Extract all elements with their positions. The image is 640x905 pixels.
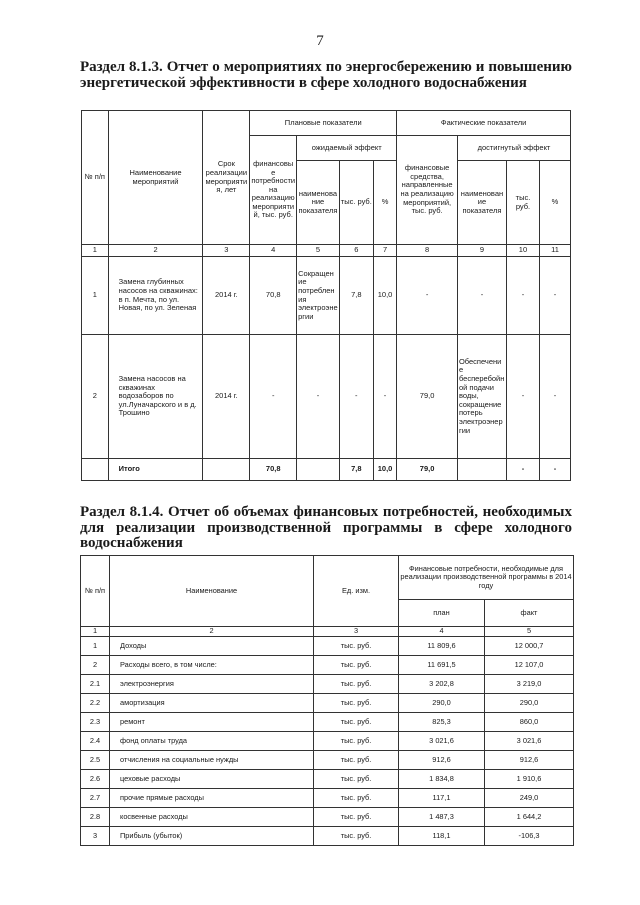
section-8-1-4-title: Раздел 8.1.4. Отчет об объемах финансовых потребностей, необходимых для реализации производственной программы в сфере холодного водоснабжения	[80, 504, 572, 551]
row-num: 3	[81, 827, 110, 846]
row-fact: 860,0	[485, 713, 574, 732]
row-plan: 290,0	[399, 694, 485, 713]
table-row	[81, 789, 574, 808]
table-row	[81, 637, 574, 656]
table-row	[82, 257, 571, 335]
header-expected: ожидаемый эффект	[297, 136, 397, 161]
col-number: 6	[339, 245, 373, 257]
total-ach-name	[457, 459, 506, 481]
row-plan: 1 834,8	[399, 770, 485, 789]
header-exp-pct: %	[373, 161, 396, 245]
header-term: Срок реализации мероприятия, лет	[203, 111, 250, 245]
col-number: 4	[399, 627, 485, 637]
header-exp-name: наименование показателя	[297, 161, 340, 245]
col-number: 3	[203, 245, 250, 257]
table-row	[81, 808, 574, 827]
row-unit: тыс. руб.	[314, 713, 399, 732]
col-number: 8	[397, 245, 458, 257]
row-name: электроэнергия	[110, 675, 314, 694]
row-plan: 11 691,5	[399, 656, 485, 675]
row-unit: тыс. руб.	[314, 808, 399, 827]
total-term	[203, 459, 250, 481]
row-num: 2.2	[81, 694, 110, 713]
row-fact: 3 219,0	[485, 675, 574, 694]
row-unit: тыс. руб.	[314, 770, 399, 789]
header-planned: Плановые показатели	[250, 111, 397, 136]
header-achieved: достигнутый эффект	[457, 136, 570, 161]
header-plan: план	[399, 600, 485, 627]
table-row	[81, 751, 574, 770]
total-plan-fin: 70,8	[250, 459, 297, 481]
header-ach-pct: %	[539, 161, 570, 245]
table-row	[81, 656, 574, 675]
row-plan: 11 809,6	[399, 637, 485, 656]
row-num: 2.7	[81, 789, 110, 808]
row-name: Расходы всего, в том числе:	[110, 656, 314, 675]
header-ach-name: наименование показателя	[457, 161, 506, 245]
row-fact: 12 107,0	[485, 656, 574, 675]
row-fact: 1 644,2	[485, 808, 574, 827]
page-number: 7	[316, 33, 324, 49]
row-plan: 117,1	[399, 789, 485, 808]
row-plan: 825,3	[399, 713, 485, 732]
row-num: 2.6	[81, 770, 110, 789]
header-exp-rub: тыс. руб.	[339, 161, 373, 245]
row-plan: 912,6	[399, 751, 485, 770]
row-num: 2.4	[81, 732, 110, 751]
row-num: 1	[81, 637, 110, 656]
header-name: Наименование мероприятий	[108, 111, 203, 245]
row-name: прочие прямые расходы	[110, 789, 314, 808]
col-number: 2	[110, 627, 314, 637]
col-number: 4	[250, 245, 297, 257]
col-number: 11	[539, 245, 570, 257]
row-name: ремонт	[110, 713, 314, 732]
col-number: 3	[314, 627, 399, 637]
row-num: 2	[82, 335, 109, 459]
row-exp-rub: -	[339, 335, 373, 459]
header-unit: Ед. изм.	[314, 556, 399, 627]
header-ach-rub: тыс. руб.	[506, 161, 539, 245]
row-num: 2	[81, 656, 110, 675]
header-num: № п/п	[81, 556, 110, 627]
row-unit: тыс. руб.	[314, 637, 399, 656]
row-exp-pct: -	[373, 335, 396, 459]
total-label: Итого	[108, 459, 203, 481]
table-row	[81, 694, 574, 713]
section-8-1-3-title: Раздел 8.1.3. Отчет о мероприятиях по энергосбережению и повышению энергетической эффективности в сфере холодного водоснабжения	[80, 59, 572, 91]
row-exp-rub: 7,8	[339, 257, 373, 335]
row-fact: 3 021,6	[485, 732, 574, 751]
row-unit: тыс. руб.	[314, 675, 399, 694]
table-row	[82, 335, 571, 459]
row-exp-pct: 10,0	[373, 257, 396, 335]
total-ach-rub: -	[506, 459, 539, 481]
table-row	[81, 732, 574, 751]
row-fact: 912,6	[485, 751, 574, 770]
row-ach-rub: -	[506, 335, 539, 459]
row-name: фонд оплаты труда	[110, 732, 314, 751]
row-name: отчисления на социальные нужды	[110, 751, 314, 770]
energy-saving-table	[81, 110, 571, 481]
table-row	[81, 770, 574, 789]
total-exp-name	[297, 459, 340, 481]
row-ach-name: -	[457, 257, 506, 335]
col-number: 1	[82, 245, 109, 257]
row-num: 2.8	[81, 808, 110, 827]
row-ach-name: Обеспечение бесперебойной подачи воды, сокращение потерь электроэнергии	[457, 335, 506, 459]
row-name: Замена глубинных насосов на скважинах: в п. Мечта, по ул. Новая, по ул. Зеленая	[108, 257, 203, 335]
row-fact: 12 000,7	[485, 637, 574, 656]
row-exp-name: Сокращение потребления электроэнергии	[297, 257, 340, 335]
header-act-fin: финансовые средства, направленные на реализацию мероприятий, тыс. руб.	[397, 136, 458, 245]
financial-needs-table	[80, 555, 574, 846]
row-ach-pct: -	[539, 257, 570, 335]
row-name: амортизация	[110, 694, 314, 713]
row-num: 1	[82, 257, 109, 335]
total-act-fin: 79,0	[397, 459, 458, 481]
row-unit: тыс. руб.	[314, 751, 399, 770]
header-fin: Финансовые потребности, необходимые для реализации производственной программы в 2014 году	[399, 556, 574, 600]
header-name: Наименование	[110, 556, 314, 627]
table-row	[81, 713, 574, 732]
row-unit: тыс. руб.	[314, 789, 399, 808]
header-plan-fin: финансовые потребности на реализацию мероприятий, тыс. руб.	[250, 136, 297, 245]
row-fact: 249,0	[485, 789, 574, 808]
row-fact: 290,0	[485, 694, 574, 713]
col-number: 10	[506, 245, 539, 257]
total-row	[82, 459, 571, 481]
col-number: 5	[297, 245, 340, 257]
row-name: косвенные расходы	[110, 808, 314, 827]
row-ach-rub: -	[506, 257, 539, 335]
row-fact: 1 910,6	[485, 770, 574, 789]
col-number: 5	[485, 627, 574, 637]
table-row	[81, 675, 574, 694]
row-name: цеховые расходы	[110, 770, 314, 789]
row-name: Замена насосов на скважинах водозаборов по ул.Луначарского и в д. Трошино	[108, 335, 203, 459]
row-plan: 3 021,6	[399, 732, 485, 751]
col-number: 7	[373, 245, 396, 257]
table-row	[81, 827, 574, 846]
header-num: № п/п	[82, 111, 109, 245]
row-plan-fin: 70,8	[250, 257, 297, 335]
col-number: 2	[108, 245, 203, 257]
row-plan: 118,1	[399, 827, 485, 846]
row-unit: тыс. руб.	[314, 827, 399, 846]
row-unit: тыс. руб.	[314, 732, 399, 751]
row-term: 2014 г.	[203, 257, 250, 335]
row-num: 2.3	[81, 713, 110, 732]
row-plan: 3 202,8	[399, 675, 485, 694]
col-number: 9	[457, 245, 506, 257]
row-num: 2.1	[81, 675, 110, 694]
row-term: 2014 г.	[203, 335, 250, 459]
row-act-fin: 79,0	[397, 335, 458, 459]
row-plan-fin: -	[250, 335, 297, 459]
row-unit: тыс. руб.	[314, 694, 399, 713]
row-fact: -106,3	[485, 827, 574, 846]
row-num: 2.5	[81, 751, 110, 770]
row-unit: тыс. руб.	[314, 656, 399, 675]
row-exp-name: -	[297, 335, 340, 459]
row-name: Доходы	[110, 637, 314, 656]
header-fact: факт	[485, 600, 574, 627]
total-ach-pct: -	[539, 459, 570, 481]
row-ach-pct: -	[539, 335, 570, 459]
total-exp-pct: 10,0	[373, 459, 396, 481]
header-actual: Фактические показатели	[397, 111, 571, 136]
col-number: 1	[81, 627, 110, 637]
row-name: Прибыль (убыток)	[110, 827, 314, 846]
row-plan: 1 487,3	[399, 808, 485, 827]
row-act-fin: -	[397, 257, 458, 335]
total-num	[82, 459, 109, 481]
total-exp-rub: 7,8	[339, 459, 373, 481]
